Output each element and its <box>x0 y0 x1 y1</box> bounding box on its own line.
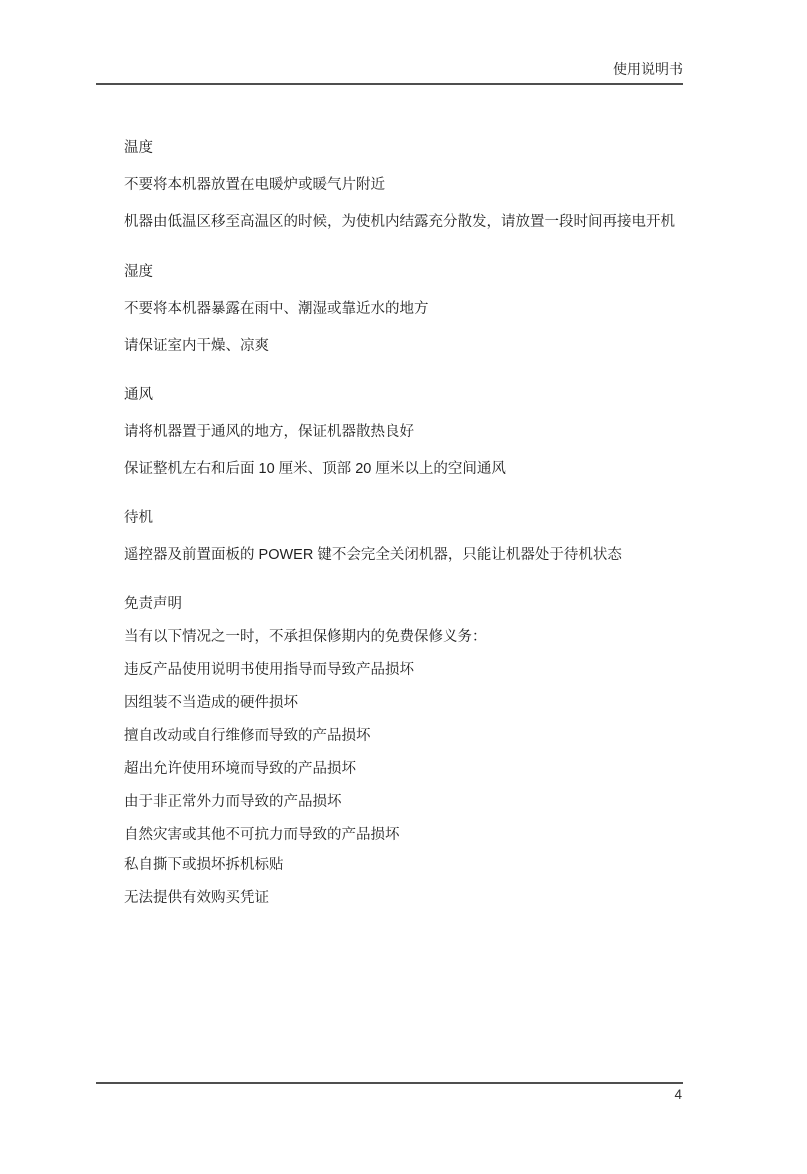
body-line: 自然灾害或其他不可抗力而导致的产品损坏 <box>124 827 400 843</box>
section-heading-standby: 待机 <box>124 510 153 526</box>
body-line: 遥控器及前置面板的 POWER 键不会完全关闭机器，只能让机器处于待机状态 <box>124 547 622 563</box>
body-line: 无法提供有效购买凭证 <box>124 890 269 906</box>
page-header-title: 使用说明书 <box>613 61 683 77</box>
body-line: 机器由低温区移至高温区的时候，为使机内结露充分散发，请放置一段时间再接电开机 <box>124 214 675 230</box>
body-line: 当有以下情况之一时，不承担保修期内的免费保修义务： <box>124 629 487 645</box>
section-heading-humidity: 湿度 <box>124 264 153 280</box>
body-line: 保证整机左右和后面 10 厘米、顶部 20 厘米以上的空间通风 <box>124 461 506 477</box>
body-line: 超出允许使用环境而导致的产品损坏 <box>124 761 356 777</box>
section-heading-ventilation: 通风 <box>124 387 153 403</box>
body-line: 违反产品使用说明书使用指导而导致产品损坏 <box>124 662 414 678</box>
footer-rule <box>96 1082 683 1084</box>
page-number: 4 <box>674 1087 682 1102</box>
body-line: 不要将本机器暴露在雨中、潮湿或靠近水的地方 <box>124 301 429 317</box>
header-rule <box>96 83 683 85</box>
body-line: 私自撕下或损坏拆机标贴 <box>124 857 284 873</box>
body-line: 因组装不当造成的硬件损坏 <box>124 695 298 711</box>
body-line: 由于非正常外力而导致的产品损坏 <box>124 794 342 810</box>
body-line: 不要将本机器放置在电暖炉或暖气片附近 <box>124 177 385 193</box>
section-heading-temperature: 温度 <box>124 140 153 156</box>
body-line: 请保证室内干燥、凉爽 <box>124 338 269 354</box>
body-line: 请将机器置于通风的地方，保证机器散热良好 <box>124 424 414 440</box>
body-line: 擅自改动或自行维修而导致的产品损坏 <box>124 728 371 744</box>
section-heading-disclaimer: 免责声明 <box>124 596 182 612</box>
